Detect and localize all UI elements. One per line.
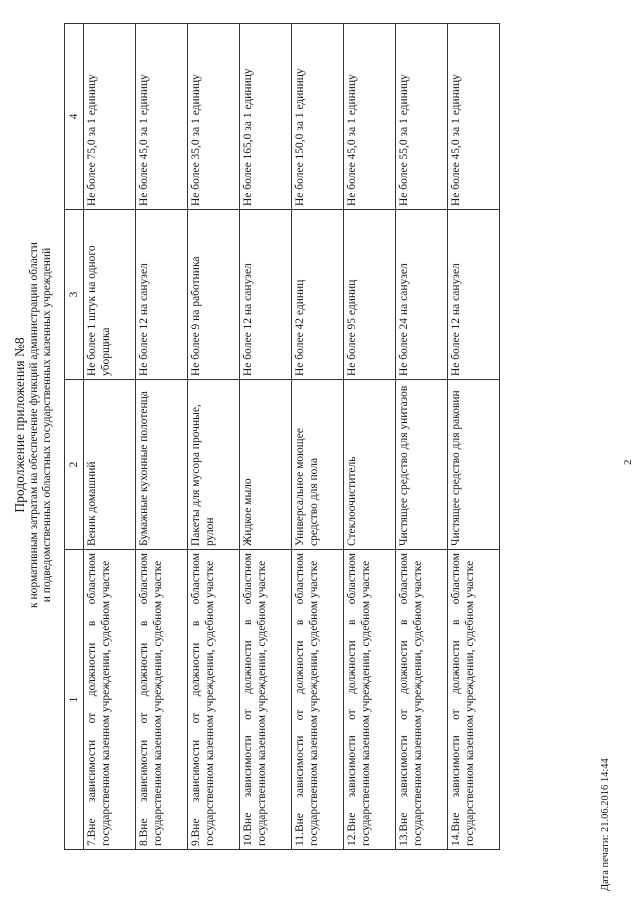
position-cell: 14.Вне зависимости от должности в областном государственном казенном учреждении, судебном участке: [448, 550, 500, 850]
quantity-cell: Не более 95 единиц: [344, 210, 396, 380]
item-cell: Чистящее средство для раковин: [448, 380, 500, 550]
heading-title: Продолжение приложения №8: [12, 337, 27, 513]
item-cell: Жидкое мыло: [240, 380, 292, 550]
table-row: [84, 24, 136, 850]
price-cell: Не более 45,0 за 1 единицу: [136, 24, 188, 210]
price-cell: Не более 150,0 за 1 единицу: [292, 24, 344, 210]
price-cell: Не более 45,0 за 1 единицу: [344, 24, 396, 210]
column-header: 2: [65, 380, 84, 550]
table-row: [344, 24, 396, 850]
quantity-cell: Не более 24 на санузел: [396, 210, 448, 380]
column-header: 1: [65, 550, 84, 850]
price-cell: Не более 55,0 за 1 единицу: [396, 24, 448, 210]
quantity-cell: Не более 12 на санузел: [240, 210, 292, 380]
quantity-cell: Не более 9 на работника: [188, 210, 240, 380]
heading: [12, 5, 54, 845]
position-cell: 12.Вне зависимости от должности в областном государственном казенном учреждении, судебном участке: [344, 550, 396, 850]
item-cell: Веник домашний: [84, 380, 136, 550]
table-row: [292, 24, 344, 850]
position-cell: 11.Вне зависимости от должности в областном государственном казенном учреждении, судебном участке: [292, 550, 344, 850]
price-cell: Не более 35,0 за 1 единицу: [188, 24, 240, 210]
item-cell: Чистящее средство для унитазов: [396, 380, 448, 550]
page-number: 2: [622, 459, 634, 465]
position-cell: 9.Вне зависимости от должности в областном государственном казенном учреждении, судебном участке: [188, 550, 240, 850]
item-cell: Универсальное моющее средство для пола: [292, 380, 344, 550]
heading-line-3: и подведомственных областных государственных казенных учреждений: [41, 247, 53, 603]
table-row: [136, 24, 188, 850]
heading-line-2: к нормативным затратам на обеспечение функций администрации области: [28, 242, 40, 608]
position-cell: 10.Вне зависимости от должности в областном государственном казенном учреждении, судебном участке: [240, 550, 292, 850]
quantity-cell: Не более 1 штук на одного уборщика: [84, 210, 136, 380]
table-row: [448, 24, 500, 850]
norms-table: [64, 23, 500, 850]
table-header-row: [65, 24, 84, 850]
item-cell: Стеклоочиститель: [344, 380, 396, 550]
column-header: 3: [65, 210, 84, 380]
column-header: 4: [65, 24, 84, 210]
item-cell: Пакеты для мусора прочные, рулон: [188, 380, 240, 550]
table-row: [240, 24, 292, 850]
price-cell: Не более 75,0 за 1 единицу: [84, 24, 136, 210]
price-cell: Не более 45,0 за 1 единицу: [448, 24, 500, 210]
position-cell: 8.Вне зависимости от должности в областном государственном казенном учреждении, судебном участке: [136, 550, 188, 850]
quantity-cell: Не более 12 на санузел: [448, 210, 500, 380]
table-row: [396, 24, 448, 850]
position-cell: 13.Вне зависимости от должности в областном государственном казенном учреждении, судебном участке: [396, 550, 448, 850]
quantity-cell: Не более 12 на санузел: [136, 210, 188, 380]
print-date: Дата печати: 21.06.2016 14:44: [600, 758, 611, 891]
quantity-cell: Не более 42 единиц: [292, 210, 344, 380]
position-cell: 7.Вне зависимости от должности в областном государственном казенном учреждении, судебном участке: [84, 550, 136, 850]
price-cell: Не более 165,0 за 1 единицу: [240, 24, 292, 210]
item-cell: Бумажные кухонные полотенца: [136, 380, 188, 550]
table-row: [188, 24, 240, 850]
